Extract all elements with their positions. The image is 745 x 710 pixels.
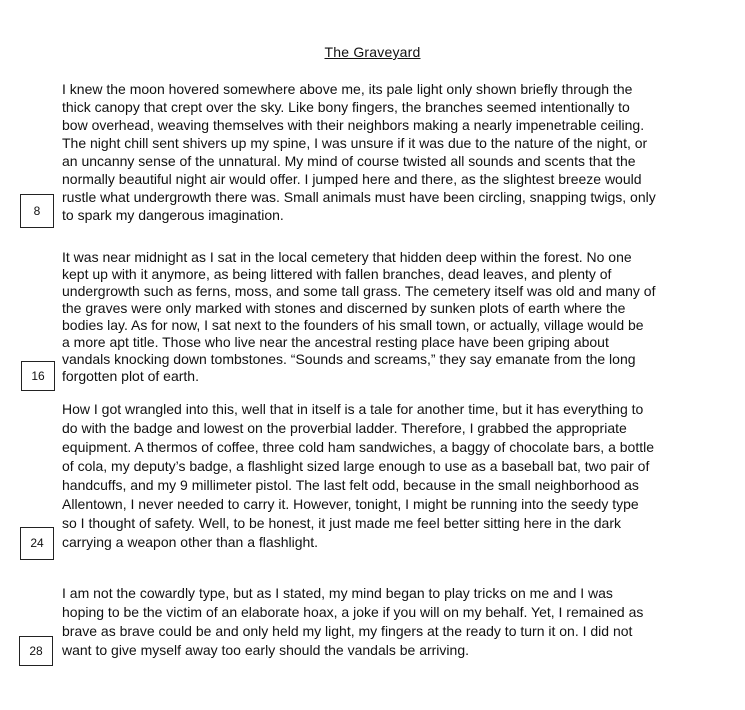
text-line: I am not the cowardly type, but as I stated, my mind began to play tricks on me and I was [62,585,613,601]
text-line: to spark my dangerous imagination. [62,207,284,223]
text-line: forgotten plot of earth. [62,368,199,384]
line-number-box: 24 [20,527,54,560]
text-line: hoping to be the victim of an elaborate hoax, a joke if you will on my behalf. Yet, I remained as [62,604,644,620]
text-line: bodies lay. As for now, I sat next to the founders of his small town, or actually, village would be [62,317,644,333]
line-number-box: 8 [20,194,54,228]
document-title: The Graveyard [324,44,421,60]
paragraph-4 [62,584,688,660]
text-line: normally beautiful night air would offer. I jumped here and there, as the slightest breeze would [62,171,642,187]
text-line: do with the badge and lowest on the proverbial ladder. Therefore, I grabbed the appropriate [62,420,627,436]
text-line: Allentown, I never needed to carry it. However, tonight, I might be running into the seedy type [62,496,639,512]
text-line: How I got wrangled into this, well that in itself is a tale for another time, but it has everything to [62,401,644,417]
text-line: thick canopy that crept over the sky. Like bony fingers, the branches seemed intentionally to [62,99,630,115]
line-number-box: 28 [19,636,53,666]
text-line: bow overhead, weaving themselves with their neighbors making a nearly impenetrable ceiling. [62,117,645,133]
line-number-box: 16 [21,361,55,391]
text-line: kept up with it anymore, as being littered with fallen branches, dead leaves, and plenty of [62,266,612,282]
text-line: of cola, my deputy’s badge, a flashlight sized large enough to use as a baseball bat, two pair of [62,458,650,474]
text-line: want to give myself away too early should the vandals be arriving. [62,642,469,658]
text-line: equipment. A thermos of coffee, three cold ham sandwiches, a baggy of chocolate bars, a bottle [62,439,654,455]
text-line: brave as brave could be and only held my light, my fingers at the ready to turn it on. I did not [62,623,633,639]
text-line: carrying a weapon other than a flashlight. [62,534,319,550]
text-line: so I thought of safety. Well, to be honest, it just made me feel better sitting here in the dark [62,515,622,531]
text-line: It was near midnight as I sat in the local cemetery that hidden deep within the forest. No one [62,249,632,265]
text-line: undergrowth such as ferns, moss, and some tall grass. The cemetery itself was old and many of [62,283,656,299]
paragraph-3 [62,400,688,552]
text-line: rustle what undergrowth there was. Small animals must have been circling, snapping twigs, only [62,189,656,205]
paragraph-1 [62,80,688,224]
text-line: vandals knocking down tombstones. “Sounds and screams,” they say emanate from the long [62,351,636,367]
paragraph-2 [62,249,688,385]
text-line: the graves were only marked with stones and discerned by sunken plots of earth where the [62,300,626,316]
text-line: I knew the moon hovered somewhere above me, its pale light only shown briefly through the [62,81,633,97]
text-line: handcuffs, and my 9 millimeter pistol. The last felt odd, because in the small neighborhood as [62,477,639,493]
text-line: a more apt title. Those who live near the ancestral resting place have been griping about [62,334,609,350]
text-line: an uncanny sense of the unnatural. My mind of course twisted all sounds and scents that the [62,153,636,169]
text-line: The night chill sent shivers up my spine, I was unsure if it was due to the nature of the night, or [62,135,648,151]
